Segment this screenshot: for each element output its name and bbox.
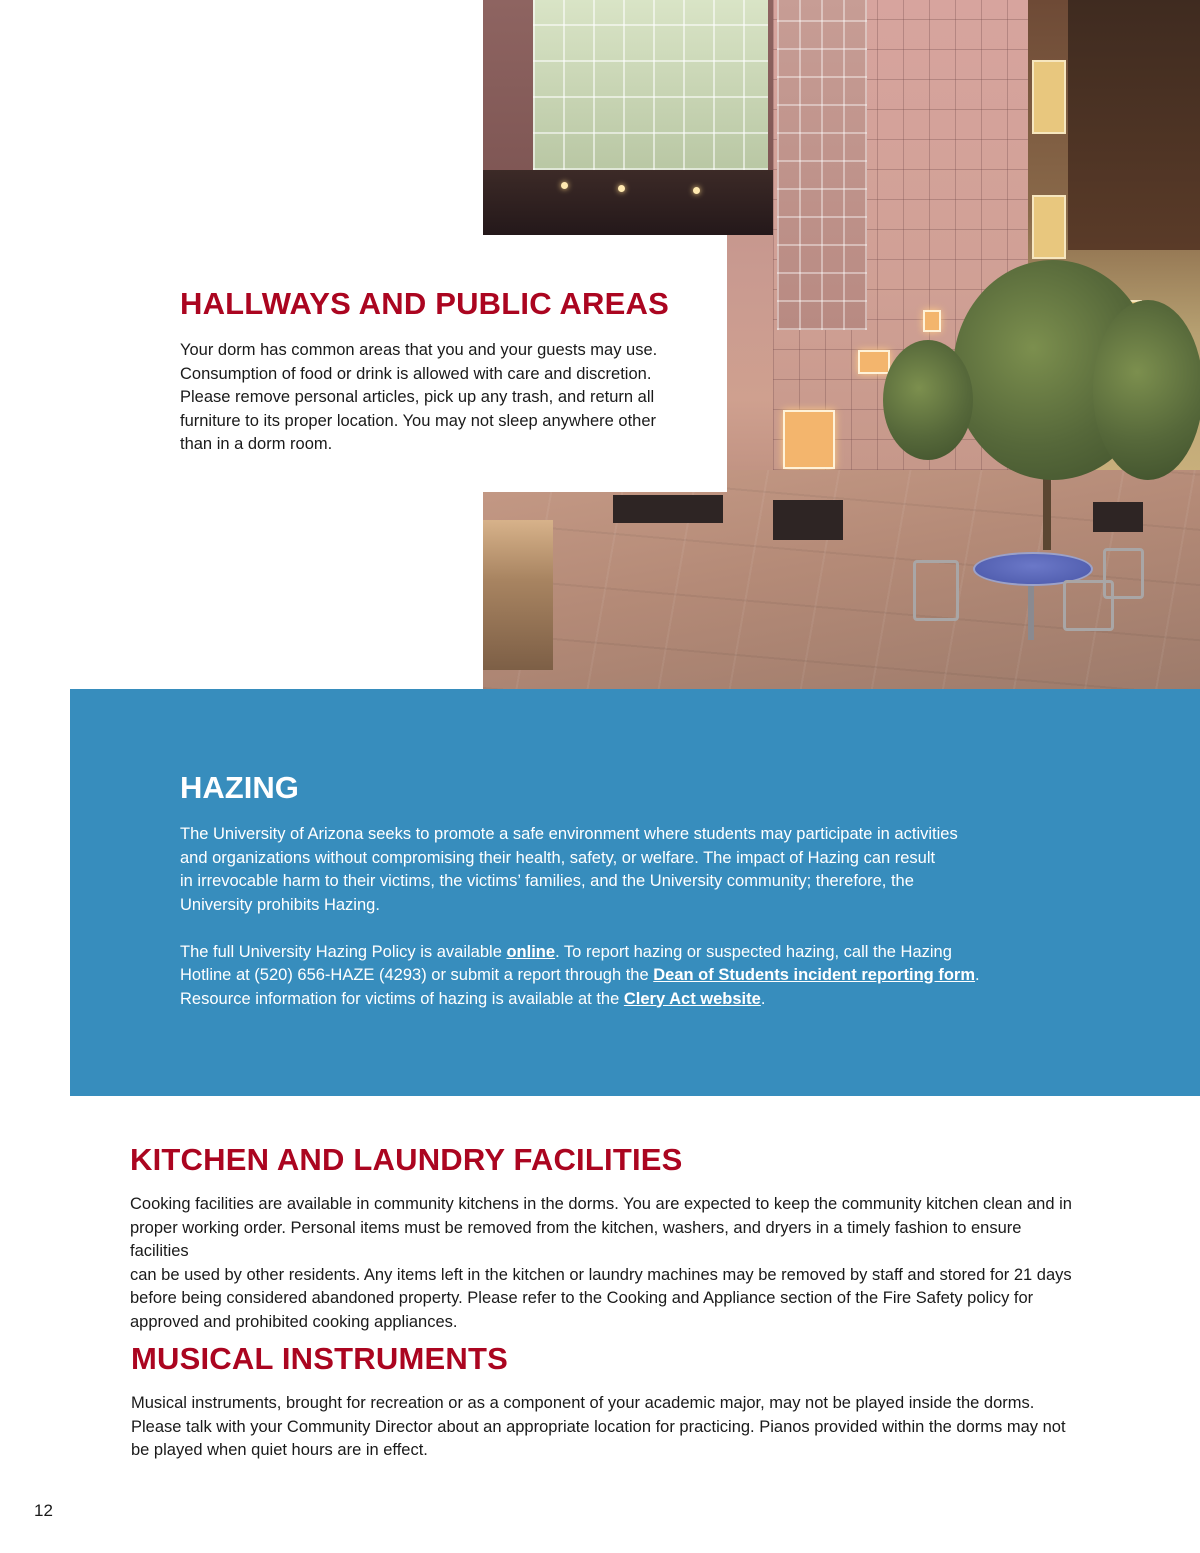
hazing-line: University prohibits Hazing. — [180, 895, 380, 914]
hazing-policy-line — [180, 941, 980, 965]
hazing-report-line — [180, 964, 980, 988]
hazing-line: The University of Arizona seeks to promote a safe environment where students may participate in activities — [180, 825, 958, 843]
music-section — [131, 1342, 1081, 1463]
hazing-policy-online-link[interactable]: online — [506, 942, 556, 961]
music-line: Musical instruments, brought for recreation or as a component of your academic major, may not be played inside the dorms. — [131, 1394, 1035, 1413]
text-span: The full University Hazing Policy is available — [180, 942, 507, 961]
hazing-line: and organizations without compromising their health, safety, or welfare. The impact of Hazing can result — [180, 848, 936, 867]
music-body — [131, 1392, 1081, 1463]
kitchen-line: can be used by other residents. Any items left in the kitchen or laundry machines may be removed by staff and stored for 21 days — [130, 1265, 1072, 1284]
text-span: . To report hazing or suspected hazing, call the Hazing — [555, 942, 952, 961]
hazing-section — [70, 689, 1200, 1096]
kitchen-line: proper working order. Personal items must be removed from the kitchen, washers, and dryers in a timely fashion to ensure facilities — [130, 1218, 1022, 1261]
hallways-line: Please remove personal articles, pick up any trash, and return all — [180, 388, 655, 406]
kitchen-heading: KITCHEN AND LAUNDRY FACILITIES — [130, 1142, 683, 1177]
music-line: Please talk with your Community Director about an appropriate location for practicing. Pianos provided within the dorms may not — [131, 1417, 1066, 1436]
clery-act-link[interactable]: Clery Act website — [623, 989, 761, 1008]
hazing-line: in irrevocable harm to their victims, the victims’ families, and the University community; therefore, the — [180, 872, 914, 890]
kitchen-line: Cooking facilities are available in community kitchens in the dorms. You are expected to keep the community kitchen clean and in — [130, 1195, 1072, 1214]
text-span: Resource information for victims of hazing is available at the — [180, 989, 624, 1008]
kitchen-section — [130, 1143, 1080, 1334]
hallways-line: furniture to its proper location. You may not sleep anywhere other — [180, 411, 657, 430]
hazing-heading: HAZING — [180, 770, 299, 805]
music-heading: MUSICAL INSTRUMENTS — [131, 1341, 508, 1376]
kitchen-body — [130, 1193, 1080, 1334]
hallways-line: Consumption of food or drink is allowed with care and discretion. — [180, 364, 652, 383]
photo-soffit-lights — [483, 170, 773, 235]
text-span: . — [975, 966, 980, 984]
hallways-line: than in a dorm room. — [180, 435, 333, 453]
kitchen-line: before being considered abandoned property. Please refer to the Cooking and Appliance section of the Fire Safety policy for — [130, 1289, 1034, 1308]
hazing-body — [180, 823, 980, 1011]
page-number: 12 — [34, 1501, 53, 1520]
dean-of-students-report-link[interactable]: Dean of Students incident reporting form — [653, 966, 976, 984]
hazing-resource-line — [180, 988, 980, 1012]
kitchen-line: approved and prohibited cooking appliances. — [130, 1312, 458, 1331]
hallways-line: Your dorm has common areas that you and your guests may use. — [180, 341, 658, 359]
text-span: . — [760, 989, 766, 1008]
text-span: Hotline at (520) 656-HAZE (4293) or submit a report through the — [180, 966, 654, 984]
hallways-body — [180, 339, 680, 457]
hallways-heading: HALLWAYS AND PUBLIC AREAS — [180, 286, 669, 321]
music-line: be played when quiet hours are in effect. — [131, 1441, 428, 1460]
photo-counter — [483, 520, 553, 670]
